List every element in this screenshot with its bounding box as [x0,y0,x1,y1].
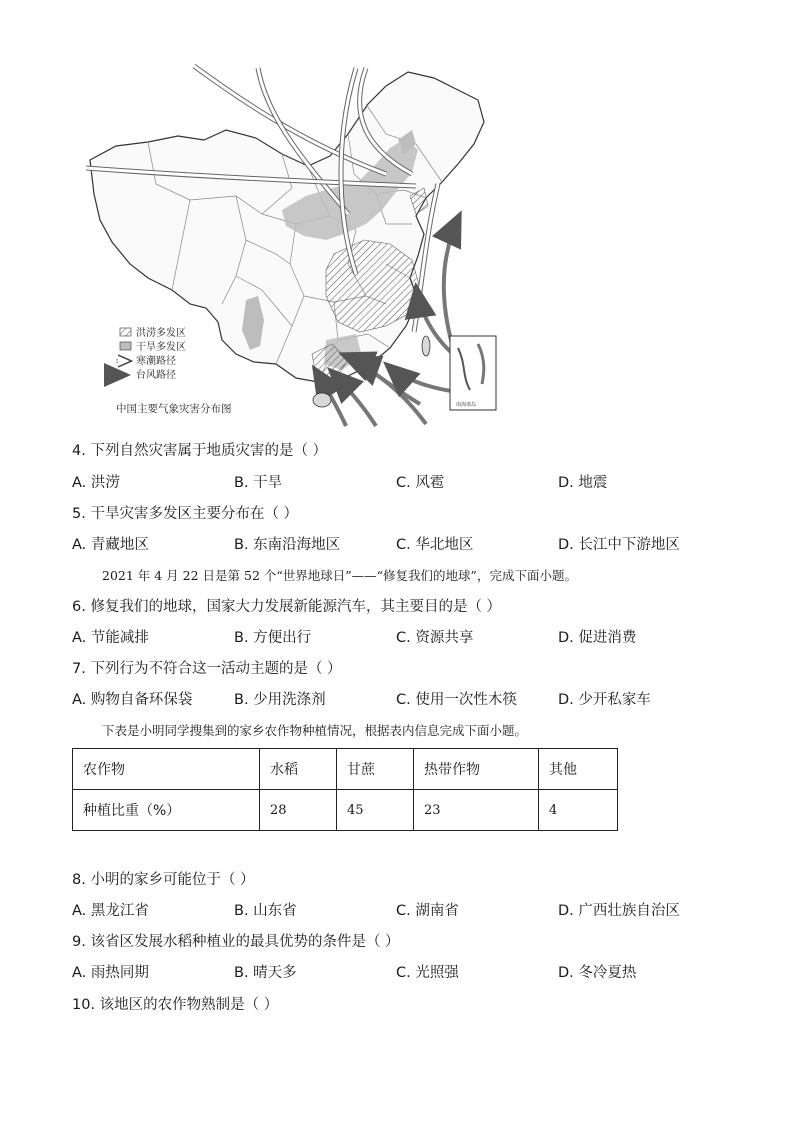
q4-option-d: D. 地震 [558,475,608,491]
table-row-label: 种植比重（%） [73,790,260,831]
q6-option-d: D. 促进消费 [558,630,637,646]
legend-drought: 干旱多发区 [136,342,186,353]
table-cell: 4 [539,790,618,831]
q9-option-d: D. 冬冷夏热 [558,965,637,981]
q5-option-b: B. 东南沿海地区 [234,537,341,553]
q9-option-b: B. 晴天多 [234,965,297,981]
table-header-row [73,749,618,790]
legend-flood: 洪涝多发区 [136,328,186,339]
china-disaster-map [86,64,516,430]
q4-option-c: C. 风雹 [396,475,445,491]
q8-stem: 8. 小明的家乡可能位于（ ） [72,872,255,888]
q7-option-b: B. 少用洗涤剂 [234,692,326,708]
q8-option-c: C. 湖南省 [396,903,459,919]
table-header-cell: 农作物 [73,749,260,790]
q7-option-a: A. 购物自备环保袋 [72,692,193,708]
table-header-cell: 甘蔗 [337,749,414,790]
disaster-map-figure [86,64,516,430]
q7-stem: 7. 下列行为不符合这一活动主题的是（ ） [72,661,342,677]
table-header-cell: 水稻 [260,749,337,790]
q7-option-c: C. 使用一次性木筷 [396,692,517,708]
q6-stem: 6. 修复我们的地球，国家大力发展新能源汽车，其主要目的是（ ） [72,599,502,615]
q9-stem: 9. 该省区发展水稻种植业的最具优势的条件是（ ） [72,934,400,950]
map-caption: 中国主要气象灾害分布图 [116,403,232,415]
q6-option-a: A. 节能减排 [72,630,149,646]
crop-table [72,748,618,831]
q4-option-a: A. 洪涝 [72,475,120,491]
q8-option-a: A. 黑龙江省 [72,903,149,919]
table-cell: 23 [414,790,539,831]
table-cell: 45 [337,790,414,831]
legend-typhoon: 台风路径 [136,370,176,381]
inset-label: 南海诸岛 [456,402,477,408]
q10-stem: 10. 该地区的农作物熟制是（ ） [72,997,279,1013]
q9-option-a: A. 雨热同期 [72,965,149,981]
taiwan-island [422,336,430,356]
q5-option-d: D. 长江中下游地区 [558,537,680,553]
q6-option-c: C. 资源共享 [396,630,474,646]
table-header-cell: 其他 [539,749,618,790]
map-legend [116,326,186,381]
q4-option-b: B. 干旱 [234,475,283,491]
legend-cold-wave: 寒潮路径 [136,356,176,367]
q9-option-c: C. 光照强 [396,965,459,981]
intro-crop-table: 下表是小明同学搜集到的家乡农作物种植情况，根据表内信息完成下面小题。 [102,723,528,738]
q5-stem: 5. 干旱灾害多发区主要分布在（ ） [72,506,299,522]
table-cell: 28 [260,790,337,831]
hainan-island [313,393,331,407]
q5-option-c: C. 华北地区 [396,537,474,553]
q7-option-d: D. 少开私家车 [558,692,651,708]
intro-earth-day: 2021 年 4 月 22 日是第 52 个“世界地球日”——“修复我们的地球”，完成下面小题。 [102,568,577,583]
q8-option-d: D. 广西壮族自治区 [558,903,680,919]
q6-option-b: B. 方便出行 [234,630,312,646]
south-sea-inset [450,336,496,410]
q5-option-a: A. 青藏地区 [72,537,149,553]
q4-stem: 4. 下列自然灾害属于地质灾害的是（ ） [72,443,328,459]
table-row [73,790,618,831]
table-header-cell: 热带作物 [414,749,539,790]
q8-option-b: B. 山东省 [234,903,297,919]
